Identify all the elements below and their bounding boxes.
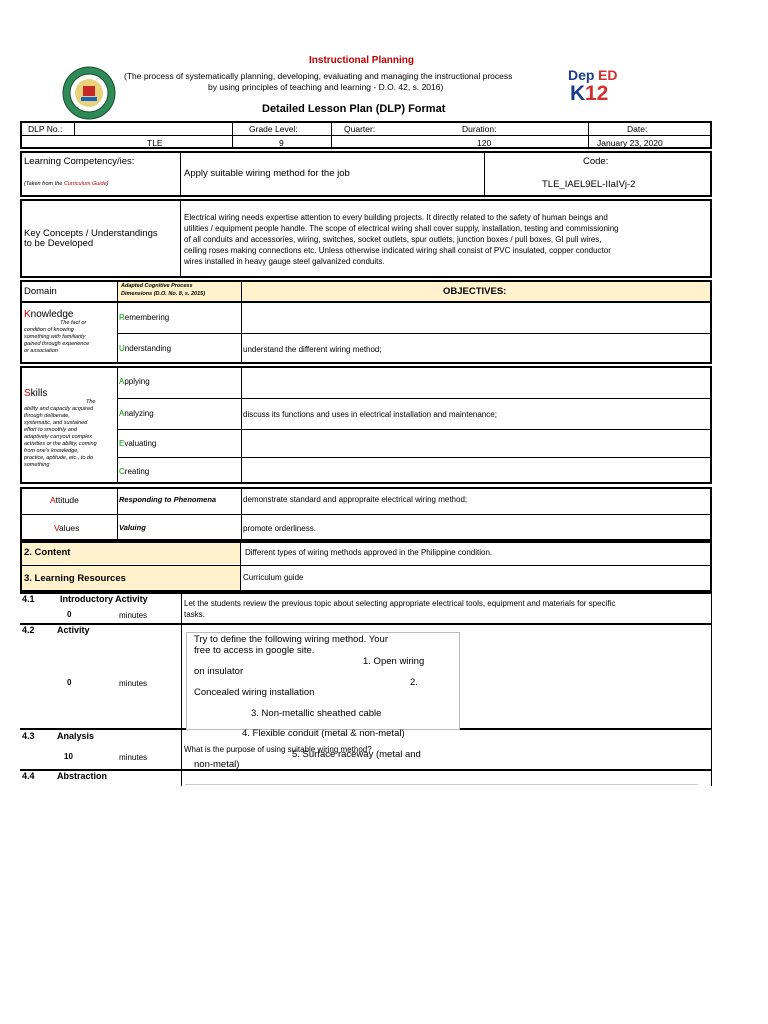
procedure-4-3-title: Analysis — [57, 731, 95, 741]
skills-rest: kills — [30, 388, 48, 399]
resources-label: 3. Learning Resources — [24, 573, 126, 584]
quarter-label: Quarter: — [344, 124, 376, 134]
skills-desc-line: practice, aptitude, etc., to do — [24, 455, 94, 461]
procedure-4-1-minutes: 0 — [67, 610, 72, 619]
deped-k12-logo — [566, 66, 628, 102]
procedure-4-2-title: Activity — [57, 625, 90, 635]
skills-label — [24, 388, 47, 399]
competency-note — [24, 181, 108, 187]
process-header-1: Adapted Cognitive Process — [121, 283, 193, 289]
dlp-no-label: DLP No.: — [28, 124, 63, 134]
activity-item-3: 3. Non-metallic sheathed cable — [251, 708, 382, 719]
procedure-4-1-text: Let the students review the previous topic about selecting appropriate electrical tools, equipment and materials for specific tasks. — [184, 599, 616, 619]
understanding-label: Understanding — [119, 344, 172, 353]
skills-desc-line: activities or the ability, coming — [24, 441, 97, 447]
procedure-4-2-unit: minutes — [119, 679, 148, 688]
skills-desc-line: something — [24, 462, 50, 468]
skills-desc-line: from one's knowledge, — [24, 448, 79, 454]
competency-note-suffix: ) — [106, 181, 109, 187]
knowledge-desc-line: condition of knowing — [24, 327, 74, 333]
skills-desc-line: effort to smoothly and — [24, 427, 77, 433]
key-concepts-label-2: to be Developed — [24, 238, 94, 249]
competency-note-prefix: (Taken from the — [24, 181, 64, 187]
content-value: Different types of wiring methods approved in the Philippine condition. — [245, 548, 493, 557]
resources-value: Curriculum guide — [243, 573, 304, 582]
svg-text:12: 12 — [585, 82, 609, 102]
document-title: Detailed Lesson Plan (DLP) Format — [262, 103, 446, 115]
values-process: Valuing — [119, 523, 146, 532]
understanding-objective: understand the different wiring method; — [243, 345, 382, 354]
competency-label: Learning Competency/ies: — [24, 156, 135, 167]
creating-label: Creating — [119, 467, 150, 476]
attitude-objective: demonstrate standard and appropraite electrical wiring method; — [243, 495, 468, 504]
procedure-4-1-num: 4.1 — [22, 594, 35, 604]
page-heading: Instructional Planning — [309, 55, 415, 66]
skills-description — [24, 399, 97, 469]
analyzing-label: Analyzing — [119, 409, 154, 418]
svg-text:Dep: Dep — [568, 67, 595, 83]
skills-desc-line: through deliberate, — [24, 413, 70, 419]
procedure-4-3-unit: minutes — [119, 753, 148, 762]
attitude-label: Attitude — [50, 495, 79, 505]
date-value: January 23, 2020 — [597, 138, 663, 148]
key-concepts-line: of all conduits and accessories, wiring, switches, socket outlets, spur outlets, junction boxes / pull boxes, GI pull wires, — [184, 235, 602, 244]
key-concepts-line: utilities / equipment people handle. The scope of electrical wiring shall cover supply, installation, testing and commissioning — [184, 224, 619, 233]
knowledge-label — [24, 309, 73, 320]
knowledge-desc-line: something with familiarity — [24, 334, 86, 340]
knowledge-desc-line: The fact or — [60, 320, 87, 326]
subtitle-line-2: by using principles of teaching and learning - D.O. 42, s. 2016) — [208, 82, 444, 92]
code-label: Code: — [583, 156, 609, 167]
svg-text:ED: ED — [598, 67, 618, 83]
activity-item-2: 2. — [410, 677, 418, 688]
knowledge-desc-line: gained through experience — [24, 341, 90, 347]
activity-item-1: 1. Open wiring — [363, 656, 425, 667]
procedure-4-2-minutes: 0 — [67, 678, 72, 687]
key-concepts-line: wires installed in heavy gauge steel galvanized conduits. — [184, 257, 385, 266]
activity-line-1: Try to define the following wiring method. Your — [194, 634, 388, 645]
procedure-4-4-title: Abstraction — [57, 771, 108, 781]
attitude-process: Responding to Phenomena — [119, 495, 217, 504]
deped-logo-icon — [566, 66, 628, 102]
analyzing-objective: discuss its functions and uses in electrical installation and maintenance; — [243, 410, 497, 419]
school-seal-icon — [62, 66, 116, 120]
duration-label: Duration: — [462, 124, 497, 134]
values-objective: promote orderliness. — [243, 524, 316, 533]
procedure-4-1-unit: minutes — [119, 611, 148, 620]
activity-item-5b: non-metal) — [194, 759, 240, 770]
skills-desc-line: systematic, and sustained — [24, 420, 88, 426]
content-label: 2. Content — [24, 547, 71, 558]
learning-area-value: TLE — [147, 138, 163, 148]
procedure-4-2-num: 4.2 — [22, 625, 35, 635]
school-seal — [62, 66, 116, 120]
key-concepts-line: Electrical wiring needs expertise attention to every building projects. It directly related to the safety of human beings and — [184, 213, 608, 222]
subtitle-line-1: (The process of systematically planning, developing, evaluating and managing the instructional process — [124, 71, 513, 81]
skills-initial: S — [24, 388, 31, 399]
activity-item-2b: Concealed wiring installation — [194, 687, 315, 698]
knowledge-rest: nowledge — [30, 309, 74, 320]
activity-item-5: 5. Surface raceway (metal and — [292, 749, 421, 760]
key-concepts-text — [184, 212, 619, 267]
procedure-4-3-text: What is the purpose of using suitable wiring method? — [184, 745, 372, 754]
svg-text:K: K — [570, 82, 586, 102]
key-concepts-label-1: Key Concepts / Understandings — [24, 228, 158, 239]
activity-item-1b: on insulator — [194, 666, 244, 677]
competency-value: Apply suitable wiring method for the job — [184, 168, 350, 179]
process-header-2: Dimensions (D.O. No. 8, s. 2015) — [121, 291, 206, 297]
duration-value: 120 — [477, 138, 492, 148]
procedure-4-1-title: Introductory Activity — [60, 594, 148, 604]
grade-level-value: 9 — [279, 138, 284, 148]
skills-desc-line: The — [86, 399, 96, 405]
skills-desc-line: adaptively carryout complex — [24, 434, 93, 440]
values-label: Values — [54, 523, 80, 533]
remembering-label: Remembering — [119, 313, 170, 322]
objectives-header: OBJECTIVES: — [443, 286, 507, 297]
procedure-4-3-minutes: 10 — [64, 752, 73, 761]
activity-line-2: free to access in google site. — [194, 645, 315, 656]
curriculum-guide-link: Curriculum Guide — [63, 181, 107, 187]
activity-item-4: 4. Flexible conduit (metal & non-metal) — [242, 728, 405, 739]
knowledge-desc-line: or association — [24, 348, 58, 354]
knowledge-initial: K — [24, 309, 31, 320]
grade-level-label: Grade Level: — [249, 124, 298, 134]
code-value: TLE_IAEL9EL-IIaIVj-2 — [542, 179, 636, 190]
procedure-4-4-num: 4.4 — [22, 771, 35, 781]
knowledge-description — [24, 320, 89, 355]
skills-desc-line: ability and capacity acquired — [24, 406, 94, 412]
procedure-4-3-num: 4.3 — [22, 731, 35, 741]
evaluating-label: Evaluating — [119, 439, 157, 448]
domain-header: Domain — [24, 286, 57, 297]
date-label: Date: — [627, 124, 648, 134]
key-concepts-line: ceiling roses making connections etc. Unless otherwise indicated wiring shall consist of PVC insulated, copper conductor — [184, 246, 611, 255]
applying-label: Applying — [119, 377, 150, 386]
